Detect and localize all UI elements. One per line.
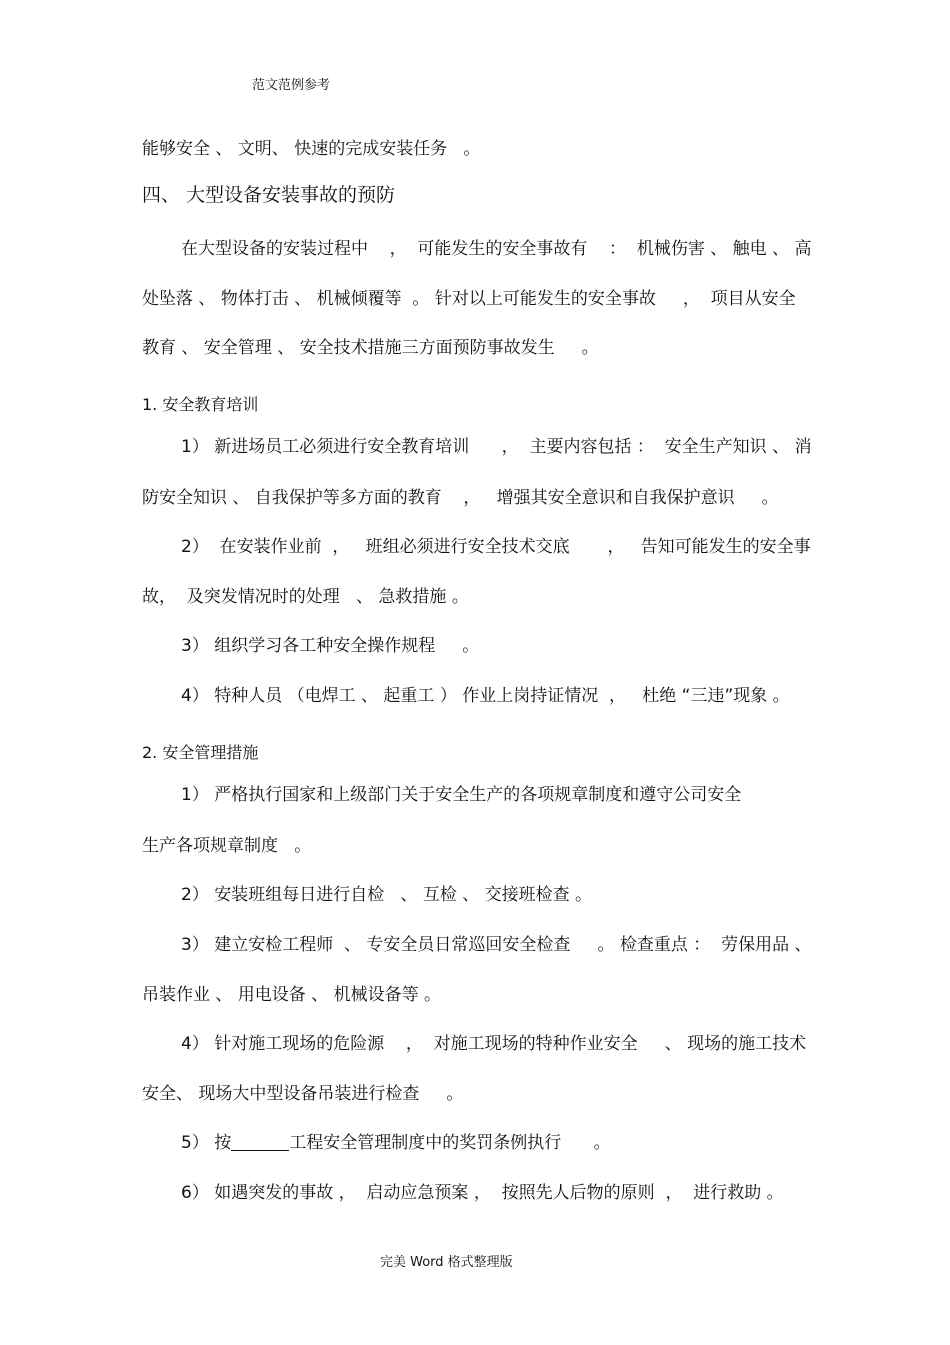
page-header: 范文范例参考 xyxy=(252,78,331,93)
page-footer: 完美 Word 格式整理版 xyxy=(380,1255,513,1270)
list-item: 3） 组织学习各工种安全操作规程 。 xyxy=(181,636,480,656)
list-item: 6） 如遇突发的事故 ， 启动应急预案 ， 按照先人后物的原则 ， 进行救助 。 xyxy=(181,1183,784,1203)
list-item-text: 工程安全管理制度中的奖罚条例执行 。 xyxy=(289,1133,611,1153)
list-item: 1） 严格执行国家和上级部门关于安全生产的各项规章制度和遵守公司安全 xyxy=(181,785,742,805)
paragraph-line: 生产各项规章制度 。 xyxy=(142,836,312,856)
list-item: 1） 新进场员工必须进行安全教育培训 ， 主要内容包括 ： 安全生产知识 、 消 xyxy=(181,437,812,457)
paragraph-line: 故， 及突发情况时的处理 、 急救措施 。 xyxy=(142,587,469,607)
paragraph-line: 教育 、 安全管理 、 安全技术措施三方面预防事故发生 。 xyxy=(142,338,599,358)
paragraph-line: 能够安全 、 文明、 快速的完成安装任务 。 xyxy=(142,139,481,159)
paragraph-line: 吊装作业 、 用电设备 、 机械设备等 。 xyxy=(142,985,442,1005)
list-item xyxy=(181,1128,611,1153)
paragraph-line: 处坠落 、 物体打击 、 机械倾覆等 。 针对以上可能发生的安全事故 ， 项目从安全 xyxy=(142,289,796,309)
subsection-heading: 2. 安全管理措施 xyxy=(142,743,259,762)
subsection-heading: 1. 安全教育培训 xyxy=(142,395,259,414)
paragraph-line: 在大型设备的安装过程中 ， 可能发生的安全事故有 ： 机械伤害 、 触电 、 高 xyxy=(181,239,812,259)
section-heading: 四、 大型设备安装事故的预防 xyxy=(142,184,396,206)
list-item: 2） 安装班组每日进行自检 、 互检 、 交接班检查 。 xyxy=(181,885,593,905)
list-item: 4） 针对施工现场的危险源 ， 对施工现场的特种作业安全 、 现场的施工技术 xyxy=(181,1034,807,1054)
fill-in-blank xyxy=(231,1133,289,1151)
list-item: 4） 特种人员 （电焊工 、 起重工 ） 作业上岗持证情况 ， 杜绝 “三违”现象 。 xyxy=(181,686,790,706)
list-item: 2） 在安装作业前 ， 班组必须进行安全技术交底 ， 告知可能发生的安全事 xyxy=(181,537,811,557)
paragraph-line: 安全、 现场大中型设备吊装进行检查 。 xyxy=(142,1084,464,1104)
list-item-prefix: 5） 按 xyxy=(181,1133,232,1153)
paragraph-line: 防安全知识 、 自我保护等多方面的教育 ， 增强其安全意识和自我保护意识 。 xyxy=(142,488,779,508)
list-item: 3） 建立安检工程师 、 专安全员日常巡回安全检查 。 检查重点 ： 劳保用品 、 xyxy=(181,935,812,955)
